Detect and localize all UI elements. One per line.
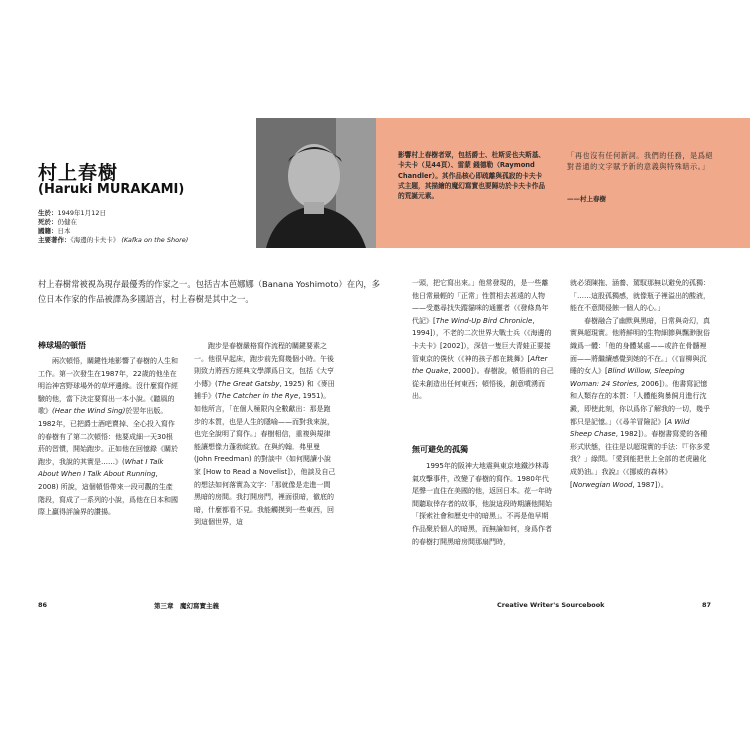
bio-label: 生於： xyxy=(38,209,58,217)
paragraph: 就必須陳拖、涵養、駕馭那無以避免的孤獨：「……這股孤獨感，就像瓶子裡溢出的酸液，能在不意間侵蝕一個人的心。」 xyxy=(570,279,710,313)
author-name-en: (Haruki MURAKAMI) xyxy=(38,182,185,197)
bio-value-en: (Kafka on the Shore) xyxy=(121,236,189,244)
bio-value: 《海邊的卡夫卡》 xyxy=(70,236,120,244)
paragraph: 春樹融合了幽默與黑暗，日常與奇幻，真實與超現實。他將鮮明的生物細節與飄渺脫俗織爲一體：「他的身體某處——或許在骨髓裡面——將繼續感覺到她的不在。」（《盲柳與沉睡的女人》[Blind Willow, Sleeping Woman: 24 Stories, 2006]）。他書寫記憶和人類存在的本質：「人體能夠暴飼月進行沈澱，即使此刻，你以爲你了解我的一切，幾乎都只是記憶。」（《尋羊冒險記》[A Wild Sheep Chase, 1982]）。春樹書寫愛的各種形式狀態，往往是以超現實的手法：『「你多愛我？」綠問。「愛到能把世上全部的老虎融化成奶油。」我說』（《挪威的森林》[Norwegian Wood, 1987]）。 xyxy=(570,316,710,489)
bio-label: 主要著作： xyxy=(38,236,71,244)
chapter-title: 第三章 魔幻寫實主義 xyxy=(154,602,219,610)
page-number-left: 86 xyxy=(38,601,48,609)
section-heading: 棒球場的頓悟 xyxy=(38,341,86,350)
body-column-2 xyxy=(194,340,336,529)
intro-paragraph: 村上春樹常被視為現存最優秀的作家之一。包括吉本芭娜娜（Banana Yoshimoto）在內，多位日本作家的作品被譯為多國語言，村上春樹是其中之一。 xyxy=(38,279,381,304)
page-number-right: 87 xyxy=(702,601,712,609)
quote-attribution: ——村上春樹 xyxy=(567,195,606,203)
body-column-3 xyxy=(412,277,554,403)
book-title: Creative Writer's Sourcebook xyxy=(497,601,605,609)
bio-died xyxy=(38,218,77,227)
paragraph: 跑步是春樹嚴格寫作流程的關鍵要素之一。他很早起床，跑步前先寫幾個小時。午後則致力將西方經典文學譯爲日文，包括《大亨小傳》(The Great Gatsby, 1925) 和《麥田捕手》(The Catcher in the Rye, 1951)。如他所言，「在個人極限內全數獻出：那是跑步的本質，也是人生的隱喻——而對我來說，也完全說明了寫作。」春樹相信，重複與規律能讓想像力蓬勃綻放。在與約翰．弗里曼 (John Freedman) 的對談中（如何閱讀小說家 [How to Read a Novelist]），他談及自己的想法如何落實為文字：「那就像是走進一間黑暗的房間。我打開房門，裡面很暗，徹底的暗，什麼都看不見。我能觸摸到一些東西，回到這個世界，這 xyxy=(194,342,336,527)
bio-value: 日本 xyxy=(57,227,71,235)
body-column-3b xyxy=(412,460,554,548)
section-heading: 無可避免的孤獨 xyxy=(412,445,468,454)
bio-value: 1949年1月12日 xyxy=(57,209,106,217)
bio-works xyxy=(38,236,188,245)
influence-text: 影響村上春樹者眾，包括爵士、杜斯妥也夫斯基、卡夫卡（見44頁）、雷蒙 錢德勒（Raymond Chandler）。其作品核心即疏離與孤寂的卡夫卡式主題，其描繪的魔幻寫實也要歸功於卡夫卡作品的荒誕元素。 xyxy=(398,151,546,201)
body-column-4 xyxy=(570,277,710,491)
paragraph: 兩次頓悟，關鍵性地影響了春樹的人生和工作。第一次發生在1987年，22歲的他坐在明治神宮野球場外的草坪邊緣。沒什麼寫作經驗的他，當下決定要寫出一本小說。《聽風的歌》(Hear the Wind Sing)於翌年出版。1982年，已把爵士酒吧賣掉、全心投入寫作的春樹有了第二次頓悟：他要成細一天30根菸的習慣，開始跑步。正如他在回憶錄《關於跑步，我說的其實是……》(What I Talk About When I Talk About Running, 2008) 所說，這個頓悟帶來一段可觀的生產階段，寫成了一系列的小說，爲他在日本和國際上贏得評論界的讚揚。 xyxy=(38,357,178,517)
bio-born xyxy=(38,209,106,218)
bio-value: 仍健在 xyxy=(57,218,77,226)
paragraph: 1995年的阪神大地震與東京地鐵沙林毒氣攻擊事件，改變了春樹的寫作。1980年代尾聲一直住在美國的他，返回日本。花一年時間聽取倖存者的故事，他說這段時期讓他開始「探索社會和歷史中的暗黑」。不再是他早期作品聚於個人的暗黑，而無論如何，身爲作者的春樹打開黑暗房間那扇門時， xyxy=(412,462,552,546)
quote-text: 「再也沒有任何新詞。我們的任務，是爲絕對普通的文字賦予新的意義與特殊暗示。」 xyxy=(567,151,714,171)
author-name-zh: 村上春樹 xyxy=(38,162,119,184)
bio-label: 死於： xyxy=(38,218,58,226)
bio-nationality xyxy=(38,227,71,236)
author-photo xyxy=(256,118,376,248)
paragraph: 一頭，把它寫出來。」他常發現的，是一些離他日常最輕的「正常」性質相去甚遠的人物——受邀尋找失蹤貓咪的通靈者（《發條鳥年代記》[The Wind-Up Bird Chronicle, 1994]），不老的二次世界大戰士兵（《海邊的卡夫卡》[2002]），深信一隻巨大青蛙正要接管東京的僕伙（《神的孩子都在跳舞》[After the Quake, 2000]）。春樹說，頓悟前的自己從未創造出任何東西；頓悟後，創意噴湧而出。 xyxy=(412,279,554,401)
bio-label: 國籍： xyxy=(38,227,58,235)
body-column-1 xyxy=(38,355,178,519)
